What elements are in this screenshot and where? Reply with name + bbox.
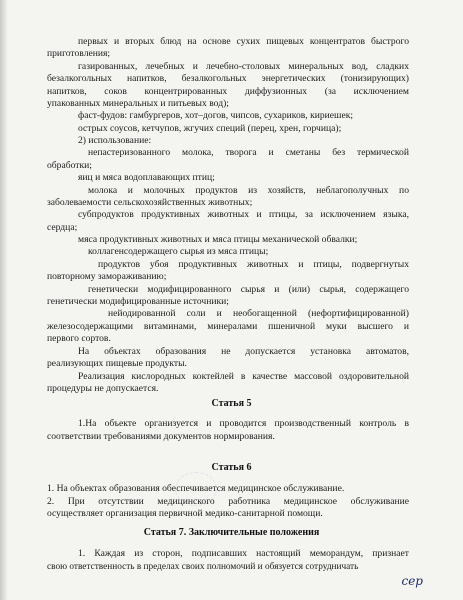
text-line: приготовления; [47,48,111,59]
text-line: непастеризованного молока, творога и сметаны без термической [88,147,409,158]
text-line: 1. На объектах образования обеспечивается медицинское обслуживание. [47,483,345,494]
text-line: продуктов убоя продуктивных животных и птицы, подвергнутых [98,259,409,270]
text-line: 1. Каждая из сторон, подписавших настоящий меморандум, признает [78,548,409,559]
text-line: соответствии требованиями документов нормирования. [47,431,275,442]
text-line: свою ответственность в пределах своих полномочий и обязуется сотрудничать [47,562,359,572]
page-binding-shadow [0,0,8,600]
text-line: реализующих пищевые продукты. [47,358,187,369]
text-line: первых и вторых блюд на основе сухих пищевых концентратов быстрого [78,36,409,47]
text-line: генетически модифицированные источники; [47,296,229,307]
text-line: генетически модифицированного сырья и (или) сырья, содержащего [88,284,409,295]
text-line: повторному замораживанию; [47,271,167,282]
text-line: заболеваемости сельскохозяйственных животных; [47,197,253,208]
text-line: На объектах образования не допускается установка автоматов, [78,346,409,357]
text-line: 2. При отсутствии медицинского работника медицинское обслуживание [47,496,409,507]
text-line: субпродуктов продуктивных животных и птицы, за исключением языка, [78,209,409,220]
text-line: сердца; [47,222,78,233]
text-line: безалкогольных напитков, безалкогольных энергетических (тонизирующих) [47,73,409,84]
text-line: осуществляет организация первичной медико-санитарной помощи. [47,508,323,519]
text-line: процедуры не допускается. [47,383,159,394]
text-line: обработки; [47,160,92,171]
text-line: Реализация кислородных коктейлей в качестве массовой оздоровительной [78,371,409,382]
text-line: острых соусов, кетчупов, жгучих специй (перец, хрен, горчица); [78,123,342,134]
text-line: первого сортов. [47,333,111,344]
text-line: мяса продуктивных животных и мяса птицы механической обвалки; [78,234,358,245]
article-5-heading: Статья 5 [211,398,252,409]
text-line: яиц и мяса водоплавающих птиц; [78,172,215,183]
faint-stamp-mark [175,472,217,506]
text-line: 1.На объекте организуется и проводится производственный контроль в [78,418,409,429]
text-line: молока и молочных продуктов из хозяйств, неблагополучных по [88,185,409,196]
text-line: нейодированной соли и необогащенной (нефортифицированной) [108,308,409,319]
article-7-heading: Статья 7. Заключительные положения [143,527,320,538]
handwritten-signature: сер [401,574,423,588]
text-line: фаст-фудов: гамбургеров, хот–догов, чипсов, сухариков, кириешек; [78,110,354,121]
text-line: 2) использование: [78,135,152,146]
text-line: железосодержащими витаминами, минералами пшеничной муки высшего и [47,321,409,332]
text-line: коллагенсодержащего сырья из мяса птицы; [88,246,269,257]
text-line: упакованных минеральных и питьевых вод); [47,98,229,109]
text-line: газированных, лечебных и лечебно-столовых минеральных вод, сладких [78,61,409,72]
article-6-heading: Статья 6 [211,462,252,473]
text-line: напитков, соков концентрированных диффузионных (за исключением [47,86,409,97]
